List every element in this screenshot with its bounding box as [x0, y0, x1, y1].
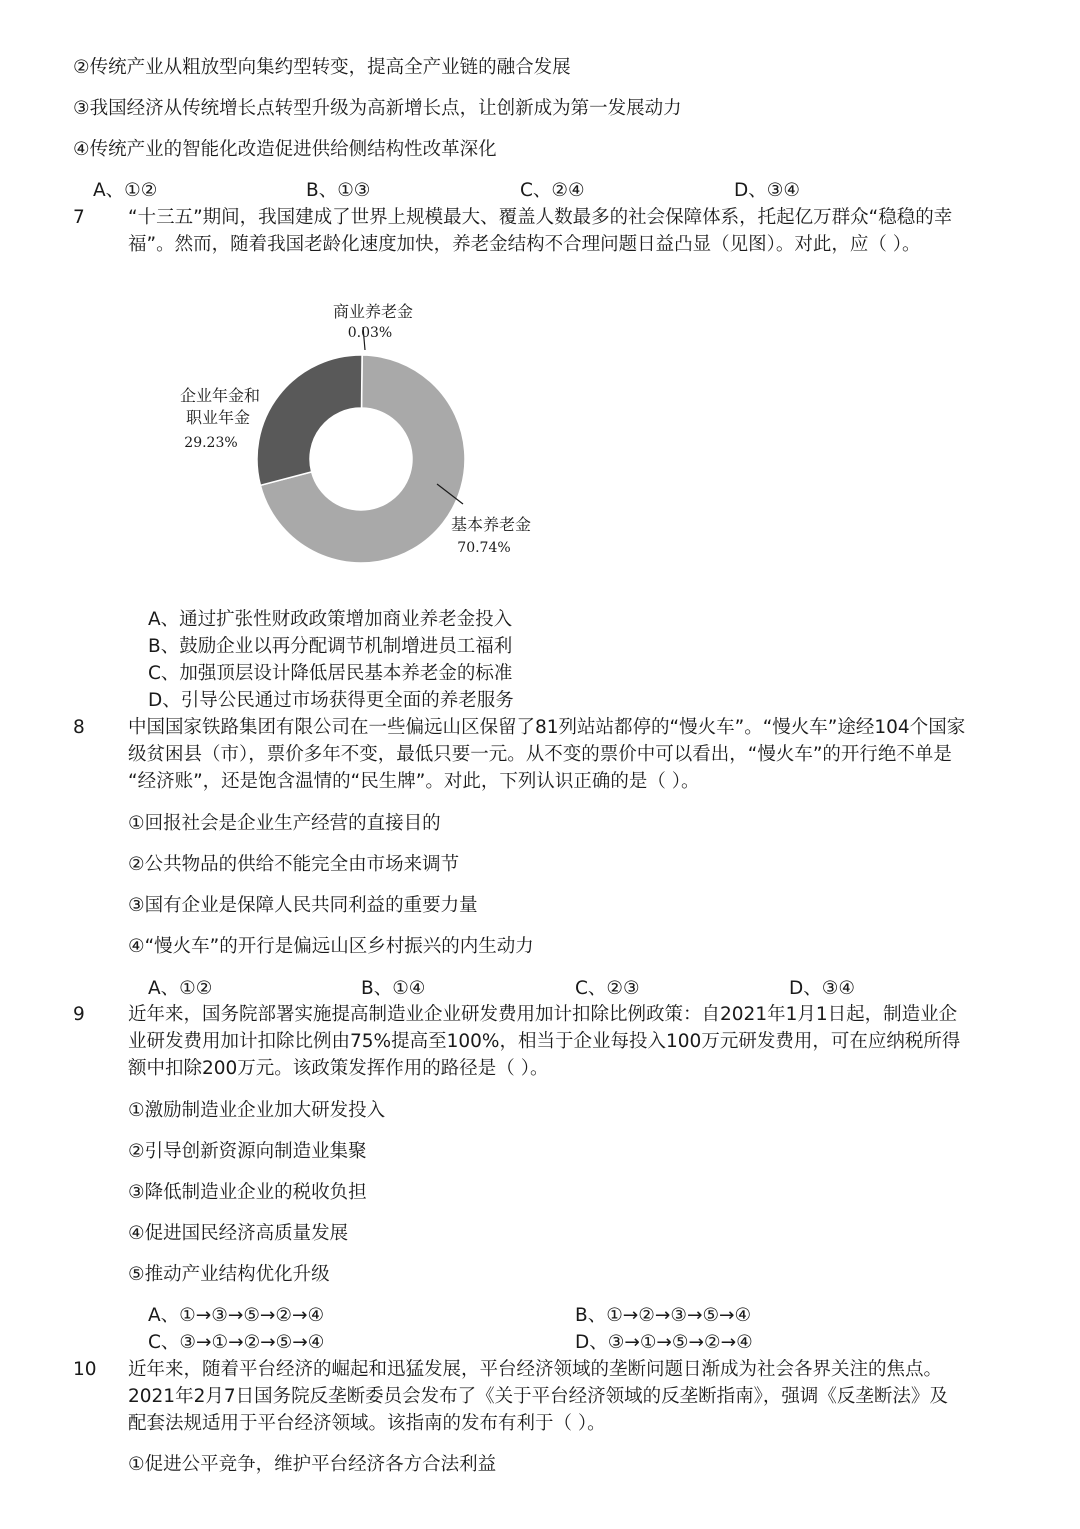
slice-label: 基本养老金 [450, 515, 532, 534]
slice-label: 商业养老金 [332, 302, 414, 321]
statement-line: ①回报社会是企业生产经营的直接目的 [128, 813, 441, 834]
option-c: C、加强顶层设计降低居民基本养老金的标准 [148, 663, 513, 684]
question-stem-line: 级贫困县（市），票价多年不变，最低只要一元。从不变的票价中可以看出，“慢火车”的开行绝不单是 [128, 744, 952, 765]
option-d: D、③④ [734, 180, 800, 201]
option-a: A、①→③→⑤→②→④ [148, 1305, 325, 1326]
question-stem-line: 福”。然而，随着我国老龄化速度加快，养老金结构不合理问题日益凸显（见图）。对此，应（ ）。 [128, 234, 921, 255]
option-b: B、鼓励企业以再分配调节机制增进员工福利 [148, 636, 513, 657]
statement-line: ⑤推动产业结构优化升级 [128, 1264, 330, 1285]
question-stem-line: 额中扣除200万元。该政策发挥作用的路径是（ ）。 [128, 1058, 549, 1079]
question-stem-line: 近年来，随着平台经济的崛起和迅猛发展，平台经济领域的垄断问题日渐成为社会各界关注的焦点。 [128, 1359, 943, 1380]
question-number: 7 [73, 207, 85, 228]
statement-line: ③降低制造业企业的税收负担 [128, 1182, 367, 1203]
question-stem-line: “十三五”期间，我国建成了世界上规模最大、覆盖人数最多的社会保障体系，托起亿万群众“稳稳的幸 [128, 207, 953, 228]
option-c: C、②③ [575, 978, 640, 999]
donut-slice [257, 355, 362, 485]
slice-value-label: 70.74% [457, 540, 511, 556]
statement-line: ②公共物品的供给不能完全由市场来调节 [128, 854, 460, 875]
question-number: 10 [73, 1359, 97, 1380]
option-d: D、③→①→⑤→②→④ [575, 1332, 753, 1353]
statement-line: ④传统产业的智能化改造促进供给侧结构性改革深化 [73, 139, 497, 160]
statement-line: ②传统产业从粗放型向集约型转变，提高全产业链的融合发展 [73, 57, 571, 78]
statement-line: ①激励制造业企业加大研发投入 [128, 1100, 386, 1121]
slice-value-label: 0.03% [347, 325, 393, 341]
question-number: 9 [73, 1004, 85, 1025]
question-stem-line: 配套法规适用于平台经济领域。该指南的发布有利于（ ）。 [128, 1413, 606, 1434]
question-stem-line: 近年来，国务院部署实施提高制造业企业研发费用加计扣除比例政策：自2021年1月1日起，制造业企 [128, 1004, 958, 1025]
question-stem-line: 中国国家铁路集团有限公司在一些偏远山区保留了81列站站都停的“慢火车”。“慢火车”途经104个国家 [128, 717, 966, 738]
option-a: A、①② [93, 180, 158, 201]
option-d: D、③④ [789, 978, 855, 999]
statement-line: ④促进国民经济高质量发展 [128, 1223, 349, 1244]
option-d: D、引导公民通过市场获得更全面的养老服务 [148, 690, 514, 711]
option-b: B、①→②→③→⑤→④ [575, 1305, 752, 1326]
pension-structure-donut-chart [160, 292, 580, 572]
statement-line: ②引导创新资源向制造业集聚 [128, 1141, 367, 1162]
option-b: B、①④ [361, 978, 426, 999]
option-c: C、②④ [520, 180, 585, 201]
option-c: C、③→①→②→⑤→④ [148, 1332, 325, 1353]
slice-label: 职业年金 [185, 408, 251, 427]
statement-line: ④“慢火车”的开行是偏远山区乡村振兴的内生动力 [128, 936, 534, 957]
statement-line: ③我国经济从传统增长点转型升级为高新增长点，让创新成为第一发展动力 [73, 98, 682, 119]
slice-label: 企业年金和 [179, 386, 261, 405]
question-number: 8 [73, 717, 85, 738]
option-b: B、①③ [306, 180, 371, 201]
statement-line: ①促进公平竞争，维护平台经济各方合法利益 [128, 1454, 497, 1475]
option-a: A、通过扩张性财政政策增加商业养老金投入 [148, 609, 513, 630]
option-a: A、①② [148, 978, 213, 999]
question-stem-line: 2021年2月7日国务院反垄断委员会发布了《关于平台经济领域的反垄断指南》，强调《反垄断法》及 [128, 1386, 948, 1407]
slice-value-label: 29.23% [184, 435, 238, 451]
question-stem-line: 业研发费用加计扣除比例由75%提高至100%，相当于企业每投入100万元研发费用，可在应纳税所得 [128, 1031, 961, 1052]
statement-line: ③国有企业是保障人民共同利益的重要力量 [128, 895, 478, 916]
question-stem-line: “经济账”，还是饱含温情的“民生牌”。对此，下列认识正确的是（ ）。 [128, 771, 700, 792]
